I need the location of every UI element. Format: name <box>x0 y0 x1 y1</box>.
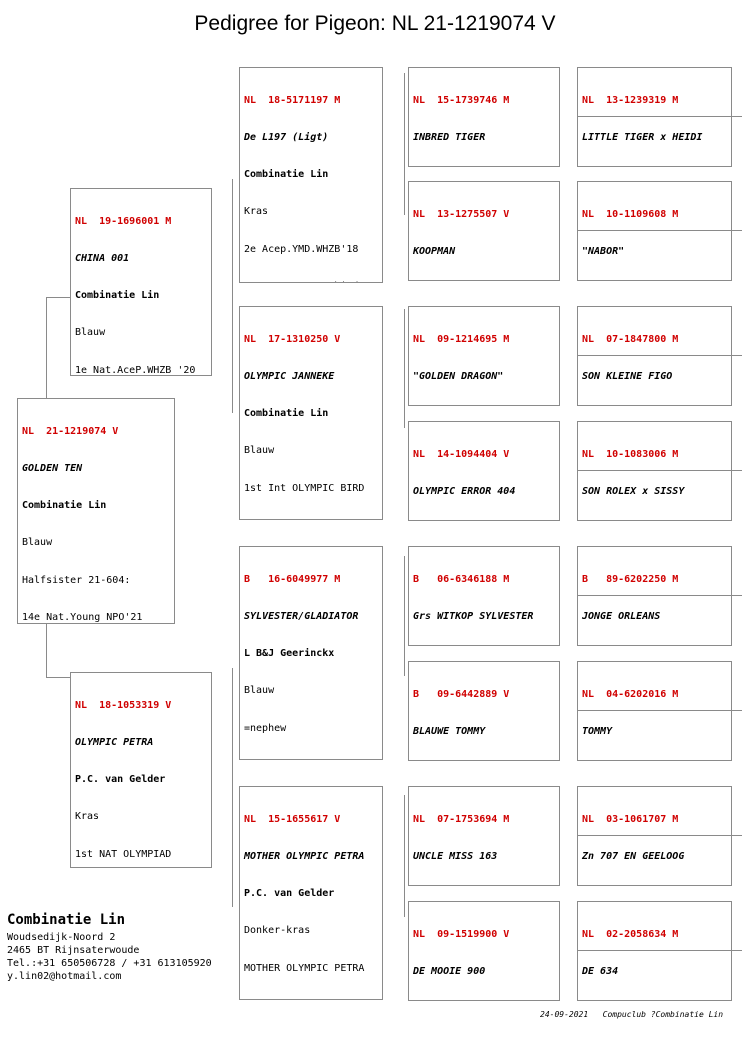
footer <box>540 1010 723 1019</box>
pigeon-name: KOOPMAN <box>413 246 456 258</box>
breeder-phone: Tel.:+31 650506728 / +31 613105920 <box>7 958 212 969</box>
detail-line: MOTHER OLYMPIC PETRA <box>244 962 365 974</box>
ring-number: NL 14-1094404 V <box>413 448 510 460</box>
pigeon-card-ggp-3 <box>408 306 560 406</box>
detail-line: 14e Nat.Young NPO'21 <box>22 611 143 623</box>
ring-number: NL 02-2058634 M <box>582 928 679 940</box>
detail-line: Kras <box>244 206 269 218</box>
pigeon-name: CHINA 001 <box>75 253 130 265</box>
pigeon-card-gggp-pair-4 <box>577 421 732 521</box>
pigeon-name: Grs WITKOP SYLVESTER <box>413 611 534 623</box>
pigeon-name: De L197 (Ligt) <box>244 132 329 144</box>
ring-number: NL 03-1061707 M <box>582 813 679 825</box>
ring-number: NL 04-6202016 M <box>582 688 679 700</box>
breeder-address: Woudsedijk-Noord 2 <box>7 932 116 943</box>
pigeon-card-ggp-5 <box>408 546 560 646</box>
pair-divider <box>577 470 742 471</box>
ring-number: NL 10-1083006 M <box>582 448 679 460</box>
pigeon-card-ggp-7 <box>408 786 560 886</box>
pigeon-card-gggp-pair-1 <box>577 67 732 167</box>
pigeon-card-gggp-pair-7 <box>577 786 732 886</box>
ring-number: NL 21-1219074 V <box>22 425 119 437</box>
ring-number: NL 10-1109608 M <box>582 208 679 220</box>
ring-number: B 16-6049977 M <box>244 573 341 585</box>
pigeon-name: GOLDEN TEN <box>22 463 83 475</box>
ring-number: NL 15-1655617 V <box>244 813 341 825</box>
ring-number: NL 09-1214695 M <box>413 333 510 345</box>
owner-name: Combinatie Lin <box>75 290 160 302</box>
pigeon-card-granddam-paternal <box>239 306 383 520</box>
pigeon-card-sire <box>70 188 212 376</box>
pigeon-card-ggp-6 <box>408 661 560 761</box>
pigeon-name: SON KLEINE FIGO <box>582 371 673 383</box>
detail-line: Blauw <box>75 327 106 339</box>
pigeon-name: SON ROLEX x SISSY <box>582 486 685 498</box>
detail-line: Blauw <box>22 537 53 549</box>
pigeon-name: JONGE ORLEANS <box>582 611 661 623</box>
ring-number: NL 18-5171197 M <box>244 94 341 106</box>
pair-divider <box>577 595 742 596</box>
pigeon-name: BLAUWE TOMMY <box>413 726 486 738</box>
ring-number: B 06-6346188 M <box>413 573 510 585</box>
ring-number: NL 09-1519900 V <box>413 928 510 940</box>
pigeon-card-subject <box>17 398 175 624</box>
ring-number: NL 18-1053319 V <box>75 699 172 711</box>
pigeon-name: OLYMPIC ERROR 404 <box>413 486 516 498</box>
detail-line: Kras <box>75 811 100 823</box>
connector-sire <box>232 179 233 413</box>
pigeon-name: DE MOOIE 900 <box>413 966 486 978</box>
detail-line: 1st NAT OLYMPIAD <box>75 848 172 860</box>
ring-number: B 09-6442889 V <box>413 688 510 700</box>
owner-name: Combinatie Lin <box>244 408 329 420</box>
detail-line: =nephew <box>244 722 287 734</box>
connector-dam <box>232 668 233 907</box>
pigeon-card-gggp-pair-6 <box>577 661 732 761</box>
pigeon-name: Zn 707 EN GEELOOG <box>582 851 685 863</box>
breeder-email: y.lin02@hotmail.com <box>7 971 122 982</box>
pair-divider <box>577 116 742 117</box>
pigeon-card-ggp-1 <box>408 67 560 167</box>
ring-number: NL 15-1739746 M <box>413 94 510 106</box>
pigeon-name: "GOLDEN DRAGON" <box>413 371 504 383</box>
pigeon-name: MOTHER OLYMPIC PETRA <box>244 851 365 863</box>
pigeon-card-gggp-pair-3 <box>577 306 732 406</box>
pigeon-card-gggp-pair-5 <box>577 546 732 646</box>
pair-divider <box>577 950 742 951</box>
pigeon-card-gggp-pair-2 <box>577 181 732 281</box>
detail-line: 2e Acep.YMD.WHZB'18 <box>244 243 359 255</box>
owner-name: P.C. van Gelder <box>244 888 335 900</box>
pigeon-name: LITTLE TIGER x HEIDI <box>582 132 703 144</box>
pigeon-name: TOMMY <box>582 726 613 738</box>
detail-line: Halfsister 21-604: <box>22 574 131 586</box>
breeder-contact <box>7 912 212 983</box>
pigeon-name: DE 634 <box>582 966 619 978</box>
ring-number: NL 17-1310250 V <box>244 333 341 345</box>
pigeon-name: OLYMPIC PETRA <box>75 737 154 749</box>
page-title: Pedigree for Pigeon: NL 21-1219074 V <box>194 12 556 35</box>
detail-line: Blauw <box>244 445 275 457</box>
pigeon-name: UNCLE MISS 163 <box>413 851 498 863</box>
pigeon-card-dam <box>70 672 212 868</box>
owner-name: Combinatie Lin <box>244 169 329 181</box>
pigeon-card-ggp-8 <box>408 901 560 1001</box>
detail-line: 1st Int OLYMPIC BIRD <box>244 482 365 494</box>
ring-number: NL 19-1696001 M <box>75 215 172 227</box>
pigeon-name: SYLVESTER/GLADIATOR <box>244 611 359 623</box>
pigeon-card-ggp-2 <box>408 181 560 281</box>
ring-number: NL 13-1239319 M <box>582 94 679 106</box>
pigeon-name: INBRED TIGER <box>413 132 486 144</box>
detail-line: Donker-kras <box>244 925 311 937</box>
breeder-name: Combinatie Lin <box>7 912 126 928</box>
pigeon-card-grandsire-paternal <box>239 67 383 283</box>
connector-gp2 <box>404 309 405 428</box>
pigeon-name: OLYMPIC JANNEKE <box>244 371 335 383</box>
pigeon-card-gggp-pair-8 <box>577 901 732 1001</box>
footer-date: 24-09-2021 <box>540 1010 589 1019</box>
pair-divider <box>577 355 742 356</box>
detail-line: Blauw <box>244 685 275 697</box>
connector-dam-stub <box>46 677 70 678</box>
pigeon-name: "NABOR" <box>582 246 625 258</box>
pigeon-card-ggp-4 <box>408 421 560 521</box>
ring-number: NL 13-1275507 V <box>413 208 510 220</box>
breeder-postcode: 2465 BT Rijnsaterwoude <box>7 945 140 956</box>
owner-name: L B&J Geerinckx <box>244 648 335 660</box>
pair-divider <box>577 835 742 836</box>
pair-divider <box>577 710 742 711</box>
owner-name: Combinatie Lin <box>22 500 107 512</box>
ring-number: NL 07-1753694 M <box>413 813 510 825</box>
connector-gp1 <box>404 73 405 215</box>
detail-line <box>244 281 382 283</box>
pigeon-card-grandsire-maternal <box>239 546 383 760</box>
connector-gp4 <box>404 795 405 917</box>
owner-name: P.C. van Gelder <box>75 774 166 786</box>
detail-line: 1e Nat.AceP.WHZB '20 <box>75 364 196 376</box>
pigeon-card-granddam-maternal <box>239 786 383 1000</box>
connector-sire-stub <box>46 297 70 298</box>
ring-number: B 89-6202250 M <box>582 573 679 585</box>
pair-divider <box>577 230 742 231</box>
connector-gp3 <box>404 556 405 676</box>
ring-number: NL 07-1847800 M <box>582 333 679 345</box>
footer-software: Compuclub ?Combinatie Lin <box>602 1010 724 1019</box>
